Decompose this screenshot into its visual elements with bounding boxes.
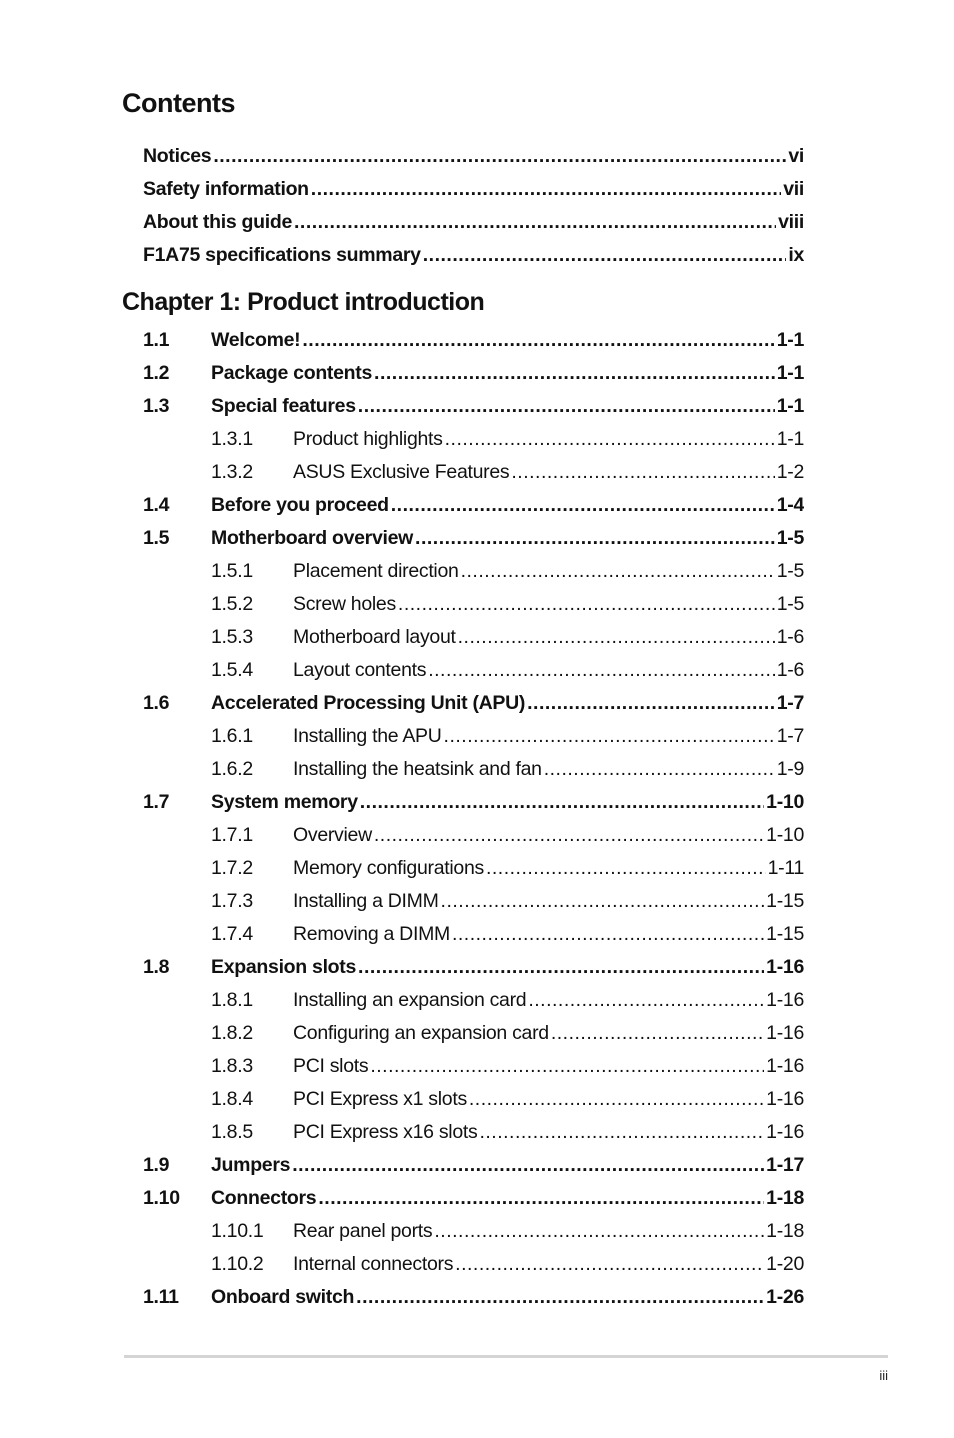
toc-entry-title: Placement direction	[293, 560, 459, 582]
toc-subsection-entry[interactable]	[143, 654, 804, 687]
dot-leader	[415, 522, 775, 555]
toc-entry-number: 1.3.1	[211, 428, 253, 450]
toc-entry-page: 1-11	[767, 857, 804, 879]
toc-subsection-entry[interactable]	[143, 1083, 804, 1116]
toc-subsection-entry[interactable]	[143, 819, 804, 852]
toc-entry-line	[211, 786, 804, 819]
toc-entry-number: 1.8.2	[211, 1022, 253, 1044]
toc-entry-page: 1-5	[776, 560, 804, 582]
toc-entry-title: PCI Express x1 slots	[293, 1088, 467, 1110]
toc-entry-line	[293, 918, 804, 951]
toc-entry-page: ix	[788, 244, 804, 266]
toc-entry-line	[293, 885, 804, 918]
toc-entry-page: 1-16	[766, 956, 804, 978]
dot-leader	[527, 687, 775, 720]
toc-entry-title: F1A75 specifications summary	[143, 244, 421, 266]
dot-leader	[445, 423, 775, 456]
toc-entry-line	[143, 206, 804, 239]
toc-entry-number: 1.8.3	[211, 1055, 253, 1077]
page-title: Contents	[122, 88, 235, 118]
toc-entry-title: Rear panel ports	[293, 1220, 433, 1242]
dot-leader	[302, 324, 774, 357]
toc-entry-number: 1.9	[143, 1154, 170, 1176]
toc-subsection-entry[interactable]	[143, 1116, 804, 1149]
toc-section-entry[interactable]	[143, 1281, 804, 1314]
toc-section-entry[interactable]	[143, 522, 804, 555]
chapter-title: Chapter 1: Product introduction	[122, 288, 485, 316]
toc-entry-number: 1.10	[143, 1187, 180, 1209]
toc-entry-title: Installing an expansion card	[293, 989, 527, 1011]
toc-entry-number: 1.10.1	[211, 1220, 264, 1242]
dot-leader	[358, 390, 775, 423]
toc-section-entry[interactable]	[143, 1149, 804, 1182]
toc-entry-line	[293, 753, 804, 786]
toc-entry-title: Motherboard layout	[293, 626, 456, 648]
footer-rule	[124, 1355, 888, 1358]
toc-entry-line	[293, 1017, 804, 1050]
toc-entry-line	[293, 621, 804, 654]
dot-leader	[452, 918, 764, 951]
toc-entry-line	[293, 423, 804, 456]
toc-entry-page: 1-5	[776, 527, 804, 549]
toc-entry-title: Notices	[143, 145, 212, 167]
dot-leader	[544, 753, 775, 786]
toc-entry-title: Installing the APU	[293, 725, 442, 747]
dot-leader	[479, 1116, 764, 1149]
toc-subsection-entry[interactable]	[143, 885, 804, 918]
toc-subsection-entry[interactable]	[143, 720, 804, 753]
toc-section-entry[interactable]	[143, 357, 804, 390]
dot-leader	[423, 239, 787, 272]
toc-entry-number: 1.5.4	[211, 659, 253, 681]
toc-entry-line	[293, 852, 804, 885]
toc-entry-number: 1.7.2	[211, 857, 253, 879]
toc-section-entry[interactable]	[143, 489, 804, 522]
toc-entry-page: vi	[788, 145, 804, 167]
toc-entry-number: 1.7.1	[211, 824, 253, 846]
toc-subsection-entry[interactable]	[143, 984, 804, 1017]
toc-entry-title: Product highlights	[293, 428, 443, 450]
toc-entry-page: 1-15	[766, 923, 804, 945]
toc-subsection-entry[interactable]	[143, 1215, 804, 1248]
toc-entry-number: 1.8	[143, 956, 170, 978]
toc-entry[interactable]	[143, 173, 804, 206]
toc-entry-number: 1.7.4	[211, 923, 253, 945]
toc-entry-page: 1-10	[766, 824, 804, 846]
toc-entry-title: PCI slots	[293, 1055, 369, 1077]
toc-section-entry[interactable]	[143, 687, 804, 720]
toc-entry-page: 1-2	[776, 461, 804, 483]
dot-leader	[370, 1050, 764, 1083]
toc-entry-title: System memory	[211, 791, 358, 813]
toc-subsection-entry[interactable]	[143, 753, 804, 786]
toc-entry-page: 1-1	[776, 395, 804, 417]
toc-entry-title: Memory configurations	[293, 857, 484, 879]
toc-entry-page: 1-20	[766, 1253, 804, 1275]
toc-entry-line	[293, 720, 804, 753]
toc-section-entry[interactable]	[143, 951, 804, 984]
chapter-toc	[143, 324, 804, 1314]
toc-entry-title: Safety information	[143, 178, 309, 200]
toc-entry-number: 1.1	[143, 329, 170, 351]
toc-entry-line	[143, 140, 804, 173]
toc-entry-line	[211, 687, 804, 720]
toc-entry-line	[293, 588, 804, 621]
toc-entry-page: 1-9	[776, 758, 804, 780]
dot-leader	[292, 1149, 764, 1182]
toc-entry-number: 1.3.2	[211, 461, 253, 483]
toc-entry-number: 1.7.3	[211, 890, 253, 912]
dot-leader	[486, 852, 766, 885]
toc-entry-page: 1-16	[766, 989, 804, 1011]
toc-entry-page: 1-5	[776, 593, 804, 615]
toc-entry-page: 1-1	[776, 362, 804, 384]
toc-entry-line	[293, 819, 804, 852]
toc-entry-line	[211, 489, 804, 522]
toc-entry-page: 1-16	[766, 1022, 804, 1044]
toc-entry-number: 1.6.1	[211, 725, 253, 747]
toc-entry-page: 1-6	[776, 626, 804, 648]
toc-entry-page: 1-1	[776, 428, 804, 450]
toc-entry-title: Expansion slots	[211, 956, 357, 978]
toc-entry-number: 1.10.2	[211, 1253, 264, 1275]
toc-entry-line	[293, 1116, 804, 1149]
toc-entry-number: 1.5	[143, 527, 170, 549]
toc-entry-title: Internal connectors	[293, 1253, 454, 1275]
toc-entry-line	[293, 1215, 804, 1248]
toc-subsection-entry[interactable]	[143, 1017, 804, 1050]
toc-subsection-entry[interactable]	[143, 423, 804, 456]
toc-entry-title: Configuring an expansion card	[293, 1022, 549, 1044]
dot-leader	[434, 1215, 764, 1248]
toc-entry-line	[211, 390, 804, 423]
toc-entry-title: Jumpers	[211, 1154, 291, 1176]
toc-entry-number: 1.8.1	[211, 989, 253, 1011]
toc-entry-title: Connectors	[211, 1187, 317, 1209]
toc-entry-title: About this guide	[143, 211, 293, 233]
dot-leader	[318, 1182, 764, 1215]
dot-leader	[455, 1248, 764, 1281]
toc-subsection-entry[interactable]	[143, 852, 804, 885]
toc-entry-title: Motherboard overview	[211, 527, 414, 549]
dot-leader	[374, 357, 775, 390]
toc-entry-page: 1-7	[776, 692, 804, 714]
toc-subsection-entry[interactable]	[143, 1050, 804, 1083]
toc-entry-page: 1-10	[766, 791, 804, 813]
toc-entry-page: 1-4	[776, 494, 804, 516]
toc-entry-number: 1.2	[143, 362, 170, 384]
dot-leader	[358, 951, 764, 984]
dot-leader	[428, 654, 775, 687]
toc-entry-number: 1.8.4	[211, 1088, 253, 1110]
dot-leader	[511, 456, 774, 489]
front-matter-toc	[143, 140, 804, 272]
dot-leader	[311, 173, 781, 206]
toc-entry-title: PCI Express x16 slots	[293, 1121, 478, 1143]
toc-entry-page: 1-1	[776, 329, 804, 351]
toc-entry-line	[293, 984, 804, 1017]
dot-leader	[469, 1083, 764, 1116]
toc-entry-line	[211, 324, 804, 357]
toc-entry-title: ASUS Exclusive Features	[293, 461, 510, 483]
toc-entry-page: 1-18	[766, 1220, 804, 1242]
toc-entry-page: 1-18	[766, 1187, 804, 1209]
toc-entry-page: vii	[783, 178, 804, 200]
toc-entry-line	[143, 239, 804, 272]
toc-entry[interactable]	[143, 140, 804, 173]
dot-leader	[356, 1281, 764, 1314]
toc-section-entry[interactable]	[143, 786, 804, 819]
toc-subsection-entry[interactable]	[143, 621, 804, 654]
toc-entry-title: Welcome!	[211, 329, 301, 351]
toc-subsection-entry[interactable]	[143, 588, 804, 621]
toc-subsection-entry[interactable]	[143, 1248, 804, 1281]
toc-entry-page: viii	[778, 211, 804, 233]
toc-entry-number: 1.5.3	[211, 626, 253, 648]
toc-entry-number: 1.6.2	[211, 758, 253, 780]
toc-entry-title: Accelerated Processing Unit (APU)	[211, 692, 526, 714]
dot-leader	[398, 588, 775, 621]
toc-entry-page: 1-16	[766, 1055, 804, 1077]
toc-entry-page: 1-7	[776, 725, 804, 747]
toc-entry[interactable]	[143, 206, 804, 239]
toc-entry-page: 1-15	[766, 890, 804, 912]
toc-subsection-entry[interactable]	[143, 555, 804, 588]
dot-leader	[461, 555, 775, 588]
toc-entry-line	[293, 456, 804, 489]
toc-entry-line	[293, 555, 804, 588]
toc-entry-line	[143, 173, 804, 206]
toc-entry-title: Installing a DIMM	[293, 890, 439, 912]
toc-entry-number: 1.8.5	[211, 1121, 253, 1143]
dot-leader	[444, 720, 775, 753]
toc-entry-title: Overview	[293, 824, 372, 846]
toc-subsection-entry[interactable]	[143, 456, 804, 489]
toc-entry-line	[293, 1050, 804, 1083]
toc-entry-title: Removing a DIMM	[293, 923, 450, 945]
toc-entry-number: 1.7	[143, 791, 170, 813]
toc-entry-title: Special features	[211, 395, 356, 417]
toc-entry-number: 1.11	[143, 1286, 179, 1308]
toc-entry-line	[211, 1182, 804, 1215]
toc-entry-title: Layout contents	[293, 659, 427, 681]
toc-entry-line	[211, 357, 804, 390]
toc-section-entry[interactable]	[143, 390, 804, 423]
toc-entry-number: 1.5.2	[211, 593, 253, 615]
toc-entry-page: 1-16	[766, 1121, 804, 1143]
dot-leader	[213, 140, 786, 173]
toc-entry-title: Installing the heatsink and fan	[293, 758, 542, 780]
toc-entry-line	[211, 1149, 804, 1182]
dot-leader	[551, 1017, 764, 1050]
toc-entry-page: 1-17	[766, 1154, 804, 1176]
toc-entry-title: Before you proceed	[211, 494, 389, 516]
dot-leader	[458, 621, 775, 654]
toc-entry-title: Package contents	[211, 362, 373, 384]
dot-leader	[391, 489, 775, 522]
dot-leader	[441, 885, 765, 918]
toc-subsection-entry[interactable]	[143, 918, 804, 951]
toc-entry-page: 1-6	[776, 659, 804, 681]
toc-entry-line	[211, 522, 804, 555]
dot-leader	[374, 819, 764, 852]
toc-entry-number: 1.6	[143, 692, 170, 714]
toc-section-entry[interactable]	[143, 1182, 804, 1215]
toc-entry-number: 1.4	[143, 494, 170, 516]
toc-entry-title: Onboard switch	[211, 1286, 355, 1308]
toc-entry-page: 1-16	[766, 1088, 804, 1110]
dot-leader	[528, 984, 764, 1017]
toc-entry-page: 1-26	[766, 1286, 804, 1308]
toc-entry[interactable]	[143, 239, 804, 272]
toc-entry-line	[293, 1083, 804, 1116]
toc-entry-line	[211, 951, 804, 984]
toc-entry-line	[211, 1281, 804, 1314]
toc-entry-number: 1.5.1	[211, 560, 253, 582]
dot-leader	[360, 786, 764, 819]
toc-section-entry[interactable]	[143, 324, 804, 357]
dot-leader	[294, 206, 776, 239]
toc-entry-number: 1.3	[143, 395, 170, 417]
toc-entry-line	[293, 654, 804, 687]
page-number: iii	[879, 1368, 888, 1383]
toc-entry-line	[293, 1248, 804, 1281]
toc-entry-title: Screw holes	[293, 593, 396, 615]
